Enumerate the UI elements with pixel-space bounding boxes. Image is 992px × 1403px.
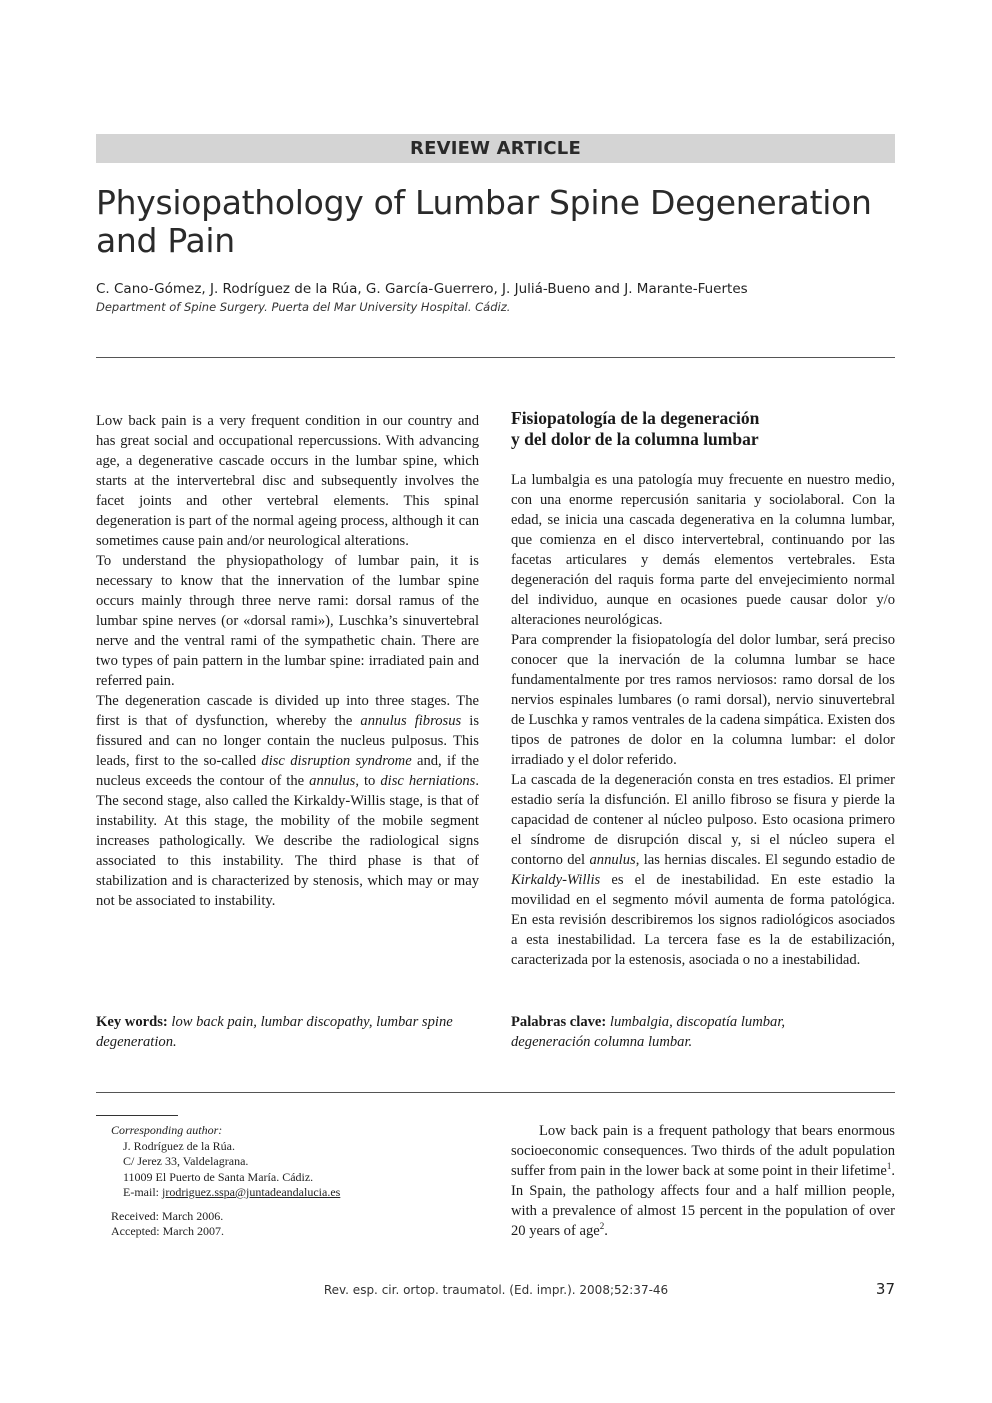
footnote-divider [96,1115,178,1116]
reference-marker[interactable]: 2 [599,1221,605,1232]
received-date: Received: March 2006. [111,1208,224,1223]
corresponding-author-city: 11009 El Puerto de Santa María. Cádiz. [123,1169,314,1184]
abstract-paragraph: Low back pain is a very frequent condition in our country and has great social and occupational repercussions. With advancing age, a degenerative cascade occurs in the lumbar spine, which starts at the intervertebral disc and subsequently involves the facet joints and other vertebral elements. This spinal degeneration is part of the normal ageing process, although it can sometimes cause pain and/or neurological alterations. [96,413,479,549]
corresponding-author-email-line: E-mail: jrodriguez.sspa@juntadeandalucia.es [123,1185,341,1199]
abstract-paragraph: The degeneration cascade is divided up into three stages. The first is that of dysfunction, whereby the annulus fibrosus is fissured and can no longer contain the nucleus pulposus. This leads, first to the so-called disc disruption syndrome and, if the nucleus exceeds the contour of the annulus, to disc herniations. The second stage, also called the Kirkaldy-Willis stage, is that of instability. At this stage, the mobility of the mobile segment increases pathologically. We describe the radiological signs associated to this instability. The third phase is that of stabilization and is characterized by stenosis, which may or may not be associated to instability. [96,693,480,909]
keywords-label: Key words: [96,1014,168,1030]
abstract-paragraph: Para comprender la fisiopatología del dolor lumbar, será preciso conocer que la inervación de la columna lumbar se hace fundamentalmente por tres ramos nerviosos: ramo dorsal de los nervios espinales lumbares (o rami dorsal), nervio sinuvertebral de Luschka y ramos ventrales de la cadena simpática. Existen dos tipos de patrones de dolor en la columna lumbar: el dolor irradiado y el dolor referido. [511,632,895,768]
keywords-english [96,1012,466,1052]
keywords-label: Palabras clave: [511,1014,607,1030]
section-banner [96,134,895,163]
author-list: C. Cano-Gómez, J. Rodríguez de la Rúa, G. García-Guerrero, J. Juliá-Bueno and J. Marante-Fuertes [96,281,748,297]
abstract-english [96,411,479,911]
journal-citation: Rev. esp. cir. ortop. traumatol. (Ed. impr.). 2008;52:37-46 [323,1283,669,1297]
introduction-text [511,1121,895,1241]
keywords-value: lumbalgia, discopatía lumbar, degeneración columna lumbar. [511,1014,786,1050]
abstract-paragraph: La cascada de la degeneración consta en tres estadios. El primer estadio sería la disfunción. El anillo fibroso se fisura y pierde la capacidad de contener al núcleo pulposo. Esto ocasiona primero el síndrome de disrupción discal y, si el núcleo supera el contorno del annulus, las hernias discales. El segundo estadio de Kirkaldy-Willis es el de inestabilidad. En este estadio la movilidad en el segmento móvil aumenta de forma patológica. En esta revisión describiremos los signos radiológicos asociados a esta inestabilidad. La tercera fase es la de estabilización, caracterizada por la estenosis, asociada o no a inestabilidad. [511,772,895,968]
abstract-divider [96,1092,895,1093]
corresponding-author-block [111,1123,340,1240]
corresponding-author-name: J. Rodríguez de la Rúa. [123,1138,235,1153]
abstract-paragraph: La lumbalgia es una patología muy frecuente en nuestro medio, con una enorme repercusión sanitaria y sociolaboral. Con la edad, se inicia una cascada degenerativa en la columna lumbar, que comienza en el disco intervertebral, continuando por las facetas articulares y demás elementos vertebrales. Esta degeneración del raquis forma parte del envejecimiento normal del individuo, aunque en ocasiones puede causar dolor y/o alteraciones neurológicas. [511,472,895,628]
email-link[interactable]: jrodriguez.sspa@juntadeandalucia.es [162,1185,341,1199]
header-divider [96,357,895,358]
page-number: 37 [875,1280,895,1298]
abstract-spanish [511,470,895,970]
reference-marker[interactable]: 1 [886,1161,892,1172]
corresponding-author-label: Corresponding author: [111,1123,223,1137]
accepted-date: Accepted: March 2007. [111,1224,224,1238]
article-title: Physiopathology of Lumbar Spine Degeneration and Pain [96,183,872,260]
corresponding-author-street: C/ Jerez 33, Valdelagrana. [123,1154,249,1168]
keywords-value: low back pain, lumbar discopathy, lumbar spine degeneration. [96,1014,453,1050]
spanish-title: Fisiopatología de la degeneración y del dolor de la columna lumbar [511,408,760,449]
author-affiliation: Department of Spine Surgery. Puerta del Mar University Hospital. Cádiz. [96,300,511,314]
section-label: REVIEW ARTICLE [410,138,581,159]
abstract-paragraph: To understand the physiopathology of lumbar pain, it is necessary to know that the innervation of the lumbar spine occurs mainly through three nerve rami: dorsal ramus of the lumbar spine nerves (or «dorsal rami»), Luschka’s sinuvertebral nerve and the ventral rami of the sympathetic chain. There are two types of pain pattern in the lumbar spine: irradiated pain and referred pain. [96,553,479,689]
keywords-spanish [511,1012,841,1052]
body-paragraph: Low back pain is a frequent pathology that bears enormous socioeconomic consequences. Two thirds of the adult population suffer from pain in the lower back at some point in their lifetime$^1$. In Spain, the pathology affects four and a half million people, with a prevalence of almost 15 percent in the population of over 20 years of age$^2$. [511,1123,895,1239]
